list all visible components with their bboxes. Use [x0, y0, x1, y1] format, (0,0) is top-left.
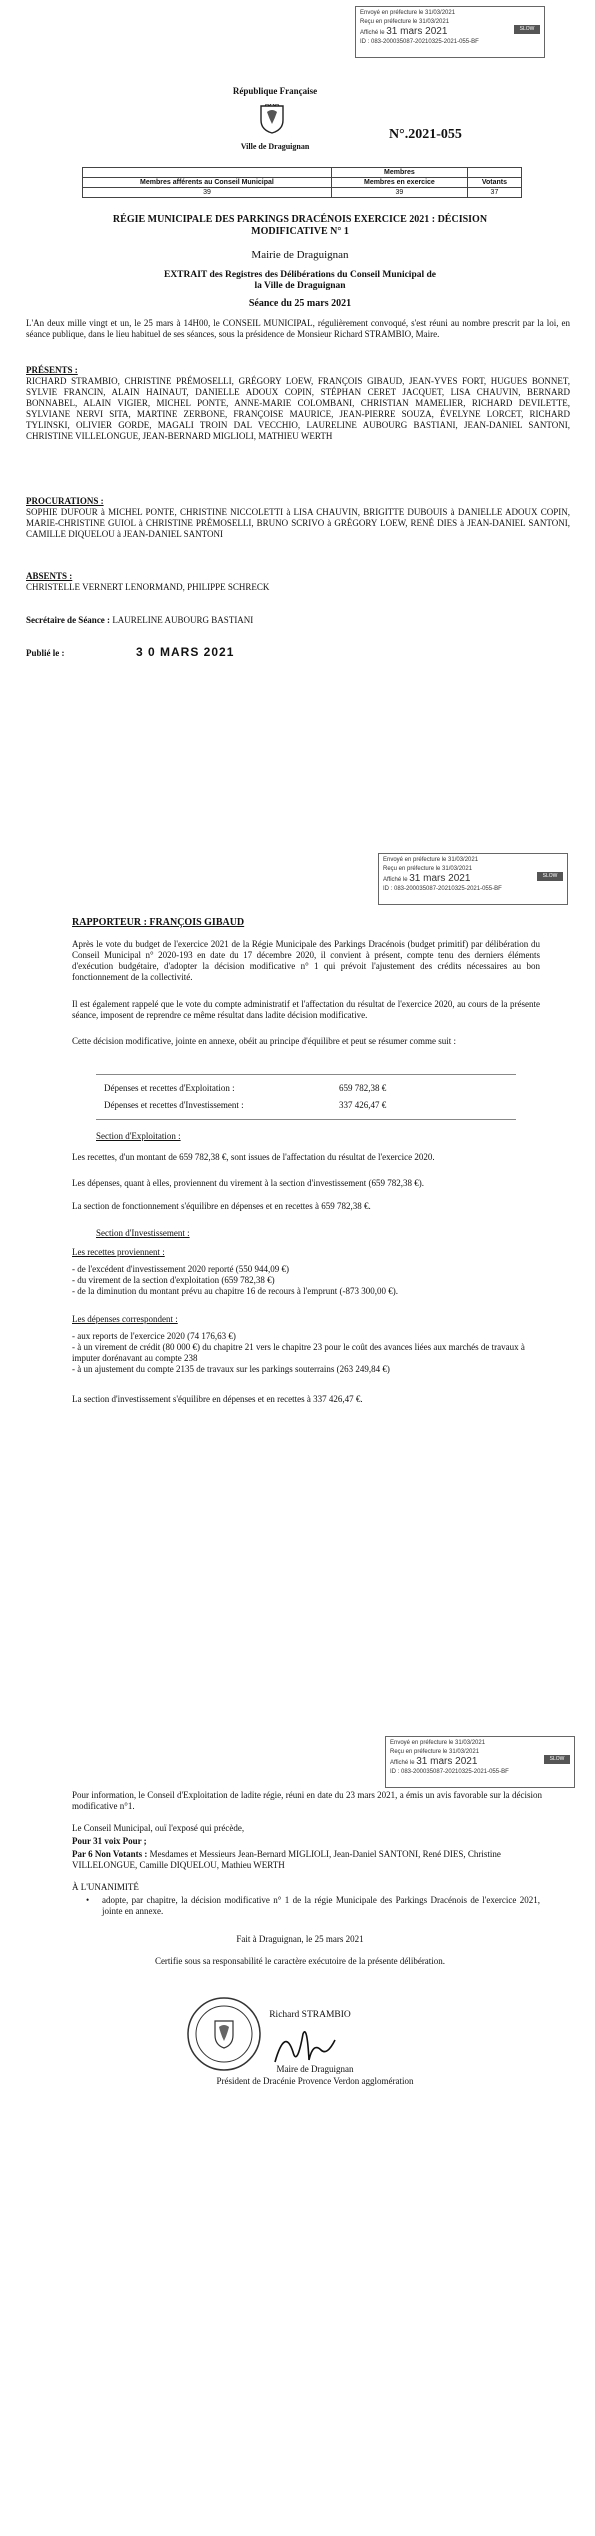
investment-revenue-label: Les recettes proviennent :	[72, 1247, 165, 1257]
investment-revenue-item: - de l'excédent d'investissement 2020 reporté (550 944,09 €)	[72, 1264, 289, 1274]
decision-bullet: •	[86, 1895, 90, 1905]
stamp-sent: Envoyé en préfecture le 31/03/2021	[383, 857, 479, 863]
stamp-id: ID : 083-200035087-20210325-2021-055-BF	[360, 39, 479, 45]
section-exploitation-heading: Section d'Exploitation :	[96, 1131, 181, 1141]
members-value: 39	[331, 188, 467, 198]
secretary-line	[26, 615, 570, 626]
exploitation-expenses: Les dépenses, quant à elles, proviennent du virement à la section d'investissement (659 782,38 €).	[72, 1178, 425, 1188]
absents-label: ABSENTS :	[26, 571, 73, 581]
members-header: Votants	[467, 178, 521, 188]
stamp-badge: SLOW	[537, 872, 563, 881]
stamp-received: Reçu en préfecture le 31/03/2021	[383, 866, 473, 872]
procurations-list: SOPHIE DUFOUR à MICHEL PONTE, CHRISTINE NICCOLETTI à LISA CHAUVIN, BRIGITTE DUBOUIS à DANIELLE ADOUX COPIN, MARIE-CHRISTINE GUIOL à CHRISTINE PRÉMOSELLI, BRUNO SCRIVO à GRÉGORY LOEW, RENÉ DIES à JEAN-DANIEL SANTONI, CAMILLE DIQUELOU à JEAN-DANIEL SANTONI	[26, 507, 570, 539]
presents-list: RICHARD STRAMBIO, CHRISTINE PRÉMOSELLI, GRÉGORY LOEW, FRANÇOIS GIBAUD, JEAN-YVES FORT, HUGUES BONNET, SYLVIE FRANCIN, ALAIN HAINAUT, DANIELLE ADOUX COPIN, STÉPHAN CERET JACQUET, LISA CHAUVIN, BERNARD BONNABEL, ALAIN VIGIER, MICHEL PONTE, ANNE-MARIE COLOMBANI, CHRISTIAN MAMELIER, RICHARD DEVILETTE, SYLVIANE NERVI SITA, MARTINE ZERBONE, FRANÇOISE MAURICE, JEAN-PIERRE SOUZA, ÉVELYNE LORCET, RICHARD TYLINSKI, OLIVIER GORDE, MAGALI TROIN DAL VECCHIO, LAURELINE AUBOURG BASTIANI, JEAN-DANIEL SANTONI, CHRISTINE VILLELONGUE, JEAN-BERNARD MIGLIOLI, MATHIEU WERTH	[26, 376, 570, 441]
stamp-displayed-label: Affiché le	[360, 30, 385, 36]
certification: Certifie sous sa responsabilité le caractère exécutoire de la présente délibération.	[154, 1956, 446, 1966]
investment-expense-item: - à un virement de crédit (80 000 €) du chapitre 21 vers le chapitre 23 pour le coût des avances liées aux marchés de travaux à imputer dorénavant au compte 238	[72, 1342, 525, 1363]
stamp-received: Reçu en préfecture le 31/03/2021	[390, 1749, 480, 1755]
investment-revenue-item: - du virement de la section d'exploitation (659 782,38 €)	[72, 1275, 275, 1285]
prefecture-stamp	[355, 6, 545, 58]
section-investment-heading: Section d'Investissement :	[96, 1228, 190, 1238]
info-paragraph: Pour information, le Conseil d'Exploitation de ladite régie, réuni en date du 23 mars 2021, a émis un avis favorable sur la décision modificative n°1.	[72, 1790, 542, 1811]
presents-label: PRÉSENTS :	[26, 365, 78, 375]
stamp-sent: Envoyé en préfecture le 31/03/2021	[360, 10, 456, 16]
republic-label: République Française	[232, 86, 318, 96]
prefecture-stamp	[378, 853, 568, 905]
totals-box	[96, 1074, 516, 1120]
total-label: Dépenses et recettes d'Exploitation :	[104, 1083, 235, 1093]
members-header: Membres en exercice	[331, 178, 467, 188]
investment-balance: La section d'investissement s'équilibre en dépenses et en recettes à 337 426,47 €.	[72, 1394, 363, 1404]
paragraph-summary: Cette décision modificative, jointe en annexe, obéit au principe d'équilibre et peut se résumer comme suit :	[72, 1036, 456, 1046]
votes-for: Pour 31 voix Pour ;	[72, 1836, 147, 1846]
investment-expense-item: - à un ajustement du compte 2135 de travaux sur les parkings souterrains (263 249,84 €)	[72, 1364, 390, 1374]
paragraph-budget: Après le vote du budget de l'exercice 2021 de la Régie Municipale des Parkings Dracénois (budget primitif) par délibération du Conseil Municipal n° 2020-193 en date du 17 décembre 2020, il convient à présent, compte tenu des derniers éléments d'exécution budgétaire, d'adopter la décision modificative n° 1 qui prévoit l'ajustement des crédits nécessaires au bon fonctionnement de la collectivité.	[72, 939, 540, 982]
non-voters-label: Par 6 Non Votants :	[72, 1849, 148, 1859]
stamp-displayed-label: Affiché le	[383, 877, 408, 883]
signer-role: Maire de Draguignan	[276, 2064, 354, 2074]
official-seal-icon	[185, 1995, 263, 2073]
stamp-date: 31 mars 2021	[416, 1756, 478, 1767]
done-at: Fait à Draguignan, le 25 mars 2021	[236, 1934, 364, 1944]
secretary-name: LAURELINE AUBOURG BASTIANI	[112, 615, 254, 625]
stamp-sent: Envoyé en préfecture le 31/03/2021	[390, 1740, 486, 1746]
published-date-stamp: 3 0 MARS 2021	[136, 645, 235, 659]
total-label: Dépenses et recettes d'Investissement :	[104, 1100, 244, 1110]
stamp-badge: SLOW	[544, 1755, 570, 1764]
investment-expense-item: - aux reports de l'exercice 2020 (74 176,63 €)	[72, 1331, 236, 1341]
stamp-received: Reçu en préfecture le 31/03/2021	[360, 19, 450, 25]
non-voters	[72, 1849, 542, 1871]
extract-label: EXTRAIT des Registres des Délibérations du Conseil Municipal de la Ville de Draguignan	[163, 270, 436, 291]
stamp-date: 31 mars 2021	[386, 26, 448, 37]
intro-paragraph: L'An deux mille vingt et un, le 25 mars à 14H00, le CONSEIL MUNICIPAL, régulièrement convoqué, s'est réuni au nombre prescrit par la loi, en séance publique, dans le lieu habituel de ses séances, sous la présidence de Monsieur Richard STRAMBIO, Maire.	[26, 318, 570, 339]
city-label: Ville de Draguignan	[240, 142, 310, 151]
members-header: Membres afférents au Conseil Municipal	[83, 178, 332, 188]
decision-text: adopte, par chapitre, la décision modificative n° 1 de la régie Municipale des Parkings Dracénois de l'exercice 2021, jointe en annexe.	[102, 1895, 540, 1916]
signer-name: Richard STRAMBIO	[269, 2010, 351, 2020]
investment-revenue-item: - de la diminution du montant prévu au chapitre 16 de recours à l'emprunt (-873 300,00 €).	[72, 1286, 399, 1296]
stamp-id: ID : 083-200035087-20210325-2021-055-BF	[390, 1769, 509, 1775]
city-crest-icon	[259, 104, 285, 134]
signer-role: Président de Dracénie Provence Verdon agglomération	[216, 2076, 414, 2086]
published-label: Publié le :	[26, 648, 65, 658]
members-value: 39	[83, 188, 332, 198]
deliberation-number: N°.2021-055	[389, 127, 462, 142]
unanimity: À L'UNANIMITÉ	[72, 1882, 139, 1892]
stamp-badge: SLOW	[514, 25, 540, 34]
mairie-label: Mairie de Draguignan	[251, 249, 349, 261]
total-amount: 659 782,38 €	[339, 1083, 387, 1093]
members-value: 37	[467, 188, 521, 198]
secretary-label: Secrétaire de Séance :	[26, 615, 111, 625]
members-table	[82, 167, 522, 198]
paragraph-result: Il est également rappelé que le vote du compte administratif et l'affectation du résultat de l'exercice 2020, au cours de la présente séance, imposent de reprendre ce même résultat dans ladite décision modificative.	[72, 999, 540, 1020]
exploitation-balance: La section de fonctionnement s'équilibre en dépenses et en recettes à 659 782,38 €.	[72, 1201, 371, 1211]
absents-list: CHRISTELLE VERNERT LENORMAND, PHILIPPE SCHRECK	[26, 582, 270, 592]
stamp-id: ID : 083-200035087-20210325-2021-055-BF	[383, 886, 502, 892]
non-voters-list: Mesdames et Messieurs Jean-Bernard MIGLIOLI, Jean-Daniel SANTONI, René DIES, Christine VILLELONGUE, Camille DIQUELOU, Mathieu WERTH	[72, 1849, 501, 1870]
stamp-displayed-label: Affiché le	[390, 1760, 415, 1766]
session-date: Séance du 25 mars 2021	[248, 298, 352, 309]
total-amount: 337 426,47 €	[339, 1100, 387, 1110]
investment-expenses-label: Les dépenses correspondent :	[72, 1314, 178, 1324]
document-title: RÉGIE MUNICIPALE DES PARKINGS DRACÉNOIS EXERCICE 2021 : DÉCISION MODIFICATIVE N° 1	[112, 214, 488, 237]
members-caption: Membres	[331, 168, 467, 178]
stamp-date: 31 mars 2021	[409, 873, 471, 884]
rapporteur: RAPPORTEUR : FRANÇOIS GIBAUD	[72, 917, 245, 928]
procurations-label: PROCURATIONS :	[26, 496, 104, 506]
exploitation-revenue: Les recettes, d'un montant de 659 782,38 €, sont issues de l'affectation du résultat de l'exercice 2020.	[72, 1152, 435, 1162]
prefecture-stamp	[385, 1736, 575, 1788]
council-intro: Le Conseil Municipal, ouï l'exposé qui précède,	[72, 1823, 245, 1833]
